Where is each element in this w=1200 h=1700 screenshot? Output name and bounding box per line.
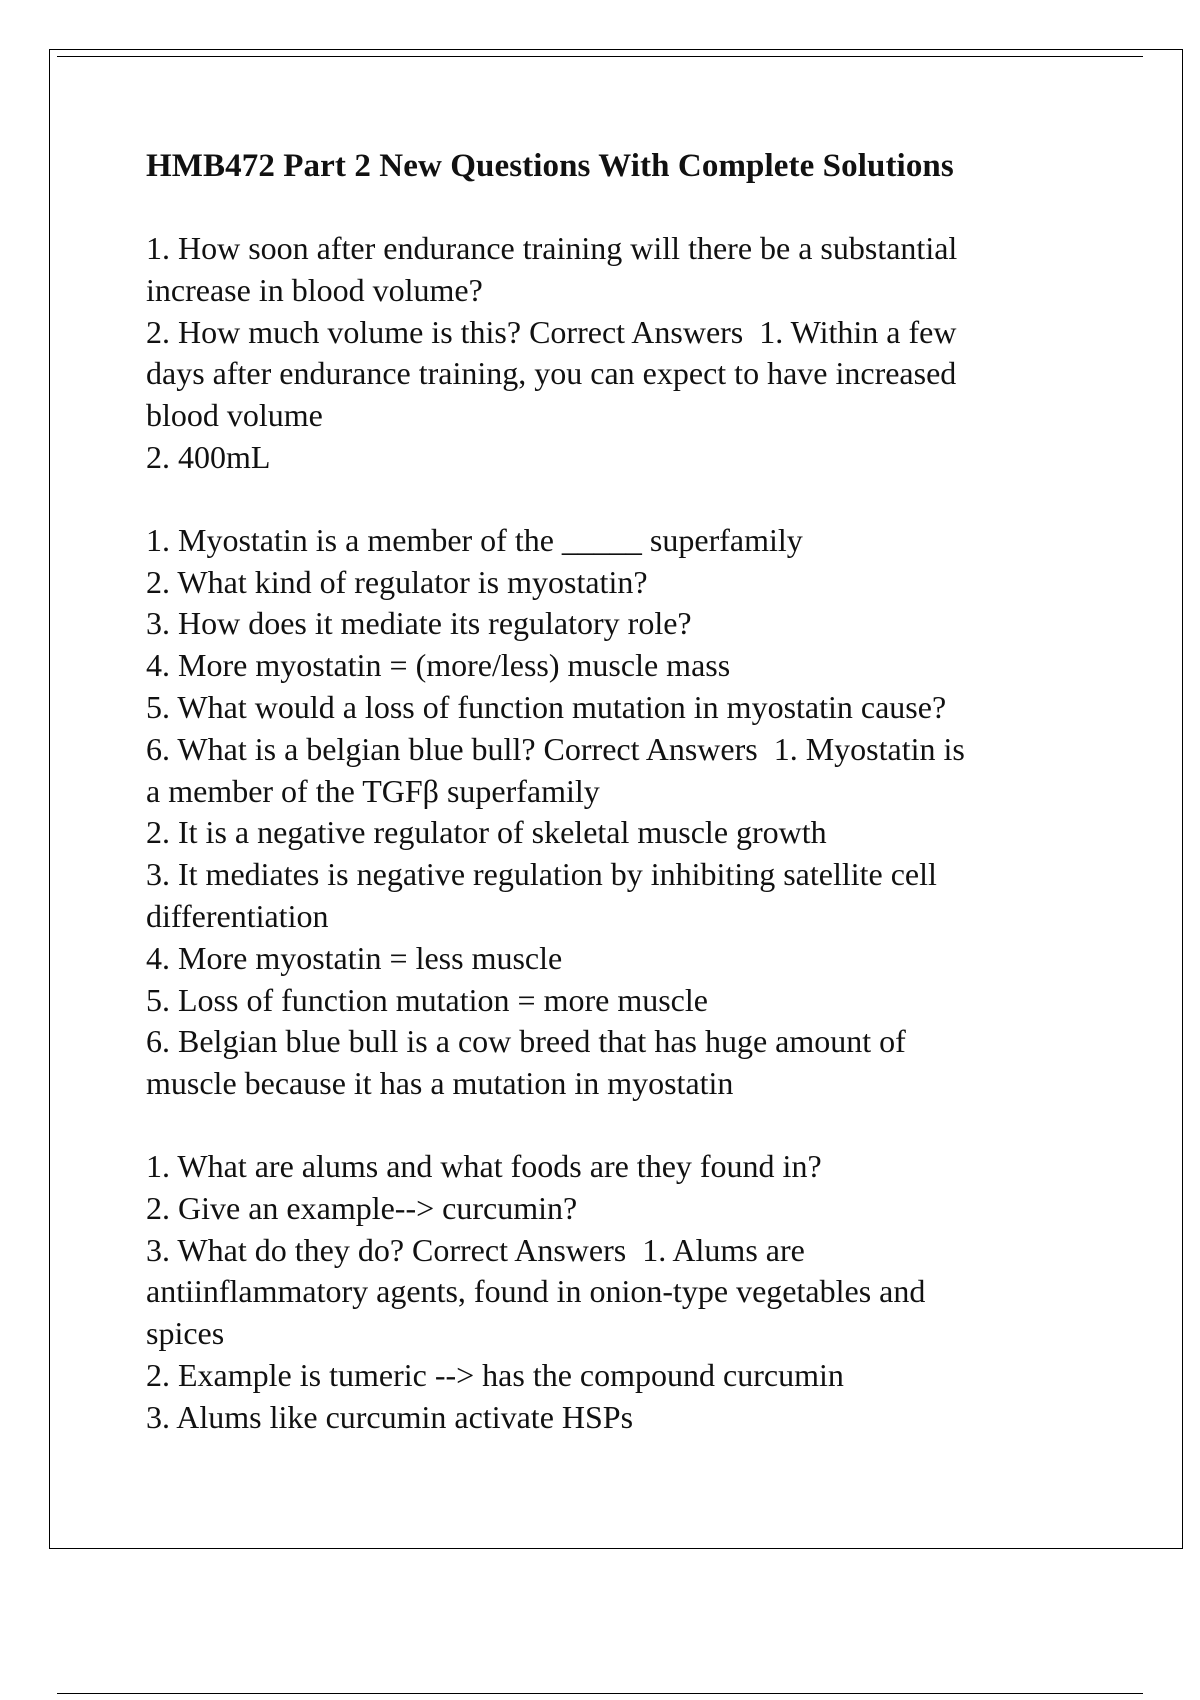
qa-block-blood-volume	[146, 228, 1106, 479]
text-line: 2. How much volume is this? Correct Answers 1. Within a few	[146, 313, 957, 350]
text-line: 6. Belgian blue bull is a cow breed that has huge amount of	[146, 1023, 906, 1060]
text-line: muscle because it has a mutation in myostatin	[146, 1065, 734, 1102]
text-line: 3. How does it mediate its regulatory role?	[146, 605, 692, 642]
text-line: 6. What is a belgian blue bull? Correct Answers 1. Myostatin is	[146, 730, 965, 767]
text-line: blood volume	[146, 397, 323, 434]
text-line: increase in blood volume?	[146, 271, 483, 308]
text-line: 2. What kind of regulator is myostatin?	[146, 563, 648, 600]
text-line: days after endurance training, you can expect to have increased	[146, 355, 957, 392]
footer-rule	[57, 1693, 1143, 1694]
qa-block-alums	[146, 1146, 1106, 1439]
text-line: 4. More myostatin = (more/less) muscle mass	[146, 647, 731, 684]
text-line: 2. Example is tumeric --> has the compound curcumin	[146, 1356, 844, 1393]
document-title: HMB472 Part 2 New Questions With Complete Solutions	[146, 148, 954, 184]
text-line: spices	[146, 1315, 225, 1352]
text-line: 5. Loss of function mutation = more muscle	[146, 981, 708, 1018]
text-line: 1. What are alums and what foods are they found in?	[146, 1147, 822, 1184]
text-line: a member of the TGFβ superfamily	[146, 772, 600, 809]
text-line: differentiation	[146, 897, 329, 934]
text-line: 5. What would a loss of function mutation in myostatin cause?	[146, 688, 947, 725]
text-line: 2. Give an example--> curcumin?	[146, 1189, 578, 1226]
qa-block-myostatin	[146, 520, 1106, 1105]
text-line: 3. It mediates is negative regulation by inhibiting satellite cell	[146, 856, 937, 893]
document-body	[146, 145, 1106, 1439]
text-line: 3. What do they do? Correct Answers 1. Alums are	[146, 1231, 805, 1268]
text-line: 1. How soon after endurance training will there be a substantial	[146, 230, 958, 266]
text-line: 4. More myostatin = less muscle	[146, 939, 563, 976]
text-line: antiinflammatory agents, found in onion-type vegetables and	[146, 1273, 926, 1310]
text-line: 3. Alums like curcumin activate HSPs	[146, 1398, 634, 1435]
text-line: 2. 400mL	[146, 438, 271, 475]
text-line: 2. It is a negative regulator of skeletal muscle growth	[146, 814, 827, 851]
text-line: 1. Myostatin is a member of the _____ superfamily	[146, 521, 803, 558]
header-rule	[57, 56, 1143, 57]
